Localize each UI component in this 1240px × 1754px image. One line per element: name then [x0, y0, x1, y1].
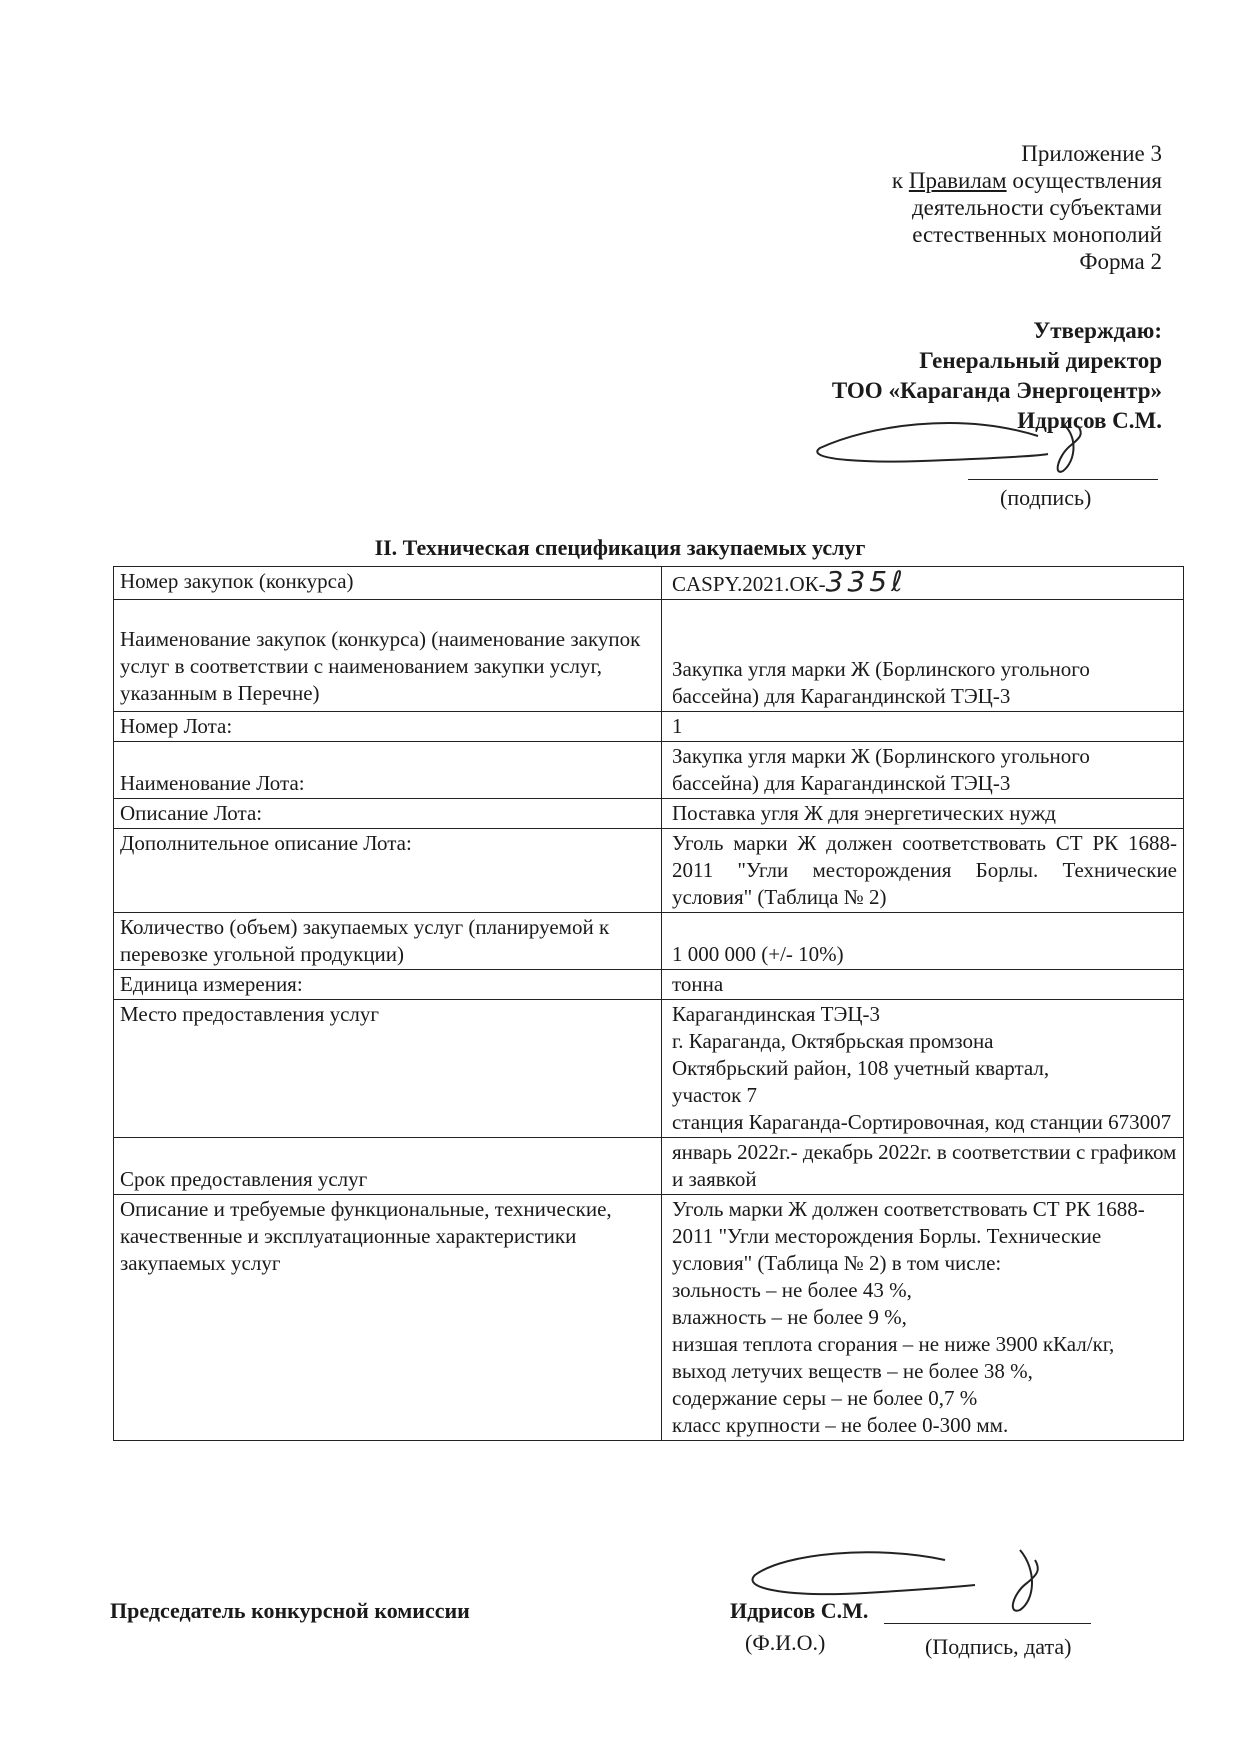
characteristic-line: выход летучих веществ – не более 38 %,	[672, 1359, 1033, 1383]
handwritten-flourish: ℓ	[891, 565, 907, 598]
characteristic-line: содержание серы – не более 0,7 %	[672, 1386, 978, 1410]
table-row	[114, 600, 1184, 712]
characteristics-value	[662, 1195, 1184, 1441]
approval-line: Идрисов С.М.	[1017, 408, 1162, 433]
lot-name-value: Закупка угля марки Ж (Борлинского угольного бассейна) для Карагандинской ТЭЦ-3	[662, 742, 1184, 799]
place-line: участок 7	[672, 1083, 758, 1107]
place-value	[662, 1000, 1184, 1138]
lot-extra-label: Дополнительное описание Лота:	[114, 829, 662, 913]
procurement-name-label: Наименование закупок (конкурса) (наименование закупок услуг в соответствии с наименованием закупки услуг, указанным в Перечне)	[114, 600, 662, 712]
table-row	[114, 970, 1184, 1000]
lot-number-label: Номер Лота:	[114, 712, 662, 742]
appendix-line: деятельности субъектами	[911, 195, 1162, 220]
unit-value: тонна	[662, 970, 1184, 1000]
spec-table	[113, 566, 1184, 1441]
table-row	[114, 913, 1184, 970]
unit-label: Единица измерения:	[114, 970, 662, 1000]
place-line: станция Караганда-Сортировочная, код станции 673007	[672, 1110, 1172, 1134]
lot-number-value: 1	[662, 712, 1184, 742]
characteristic-line: зольность – не более 43 %,	[672, 1278, 912, 1302]
characteristic-line: низшая теплота сгорания – не ниже 3900 кКал/кг,	[672, 1332, 1115, 1356]
appendix-line	[892, 167, 1162, 194]
procurement-name-value: Закупка угля марки Ж (Борлинского угольного бассейна) для Карагандинской ТЭЦ-3	[662, 600, 1184, 712]
characteristics-label: Описание и требуемые функциональные, технические, качественные и эксплуатационные характеристики закупаемых услуг	[114, 1195, 662, 1441]
term-label: Срок предоставления услуг	[114, 1138, 662, 1195]
appendix-line: Приложение 3	[1021, 141, 1162, 166]
characteristics-intro: Уголь марки Ж должен соответствовать СТ РК 1688-2011 "Угли месторождения Борлы. Технические условия" (Таблица № 2) в том числе:	[672, 1197, 1145, 1275]
lot-extra-value: Уголь марки Ж должен соответствовать СТ РК 1688-2011 "Угли месторождения Борлы. Технические условия" (Таблица № 2)	[662, 829, 1184, 913]
characteristic-line: влажность – не более 9 %,	[672, 1305, 907, 1329]
characteristic-line: класс крупности – не более 0-300 мм.	[672, 1413, 1009, 1437]
approval-line: Утверждаю:	[1033, 318, 1162, 343]
chair-signature-line	[884, 1623, 1091, 1624]
chair-label: Председатель конкурсной комиссии	[110, 1598, 470, 1623]
spec-title: II. Техническая спецификация закупаемых услуг	[374, 535, 866, 560]
chair-name: Идрисов С.М.	[730, 1598, 869, 1623]
procurement-number-text: CASPY.2021.ОК-	[672, 572, 826, 596]
appendix-rules-word: Правилам	[908, 168, 1007, 193]
table-row	[114, 829, 1184, 913]
place-line: Карагандинская ТЭЦ-3	[672, 1002, 880, 1026]
appendix-block	[892, 140, 1162, 275]
signature-date-caption: (Подпись, дата)	[925, 1634, 1072, 1659]
fio-caption: (Ф.И.О.)	[745, 1630, 826, 1655]
quantity-label: Количество (объем) закупаемых услуг (планируемой к перевозке угольной продукции)	[114, 913, 662, 970]
table-row	[114, 742, 1184, 799]
signature-line	[968, 479, 1158, 480]
handwritten-number: 335	[825, 565, 892, 598]
appendix-line: естественных монополий	[912, 222, 1162, 247]
table-row	[114, 1138, 1184, 1195]
signature-caption: (подпись)	[1000, 485, 1092, 510]
place-label: Место предоставления услуг	[114, 1000, 662, 1138]
appendix-line-prefix: к	[891, 168, 909, 193]
table-row	[114, 1000, 1184, 1138]
lot-description-value: Поставка угля Ж для энергетических нужд	[662, 799, 1184, 829]
procurement-number-label: Номер закупок (конкурса)	[114, 567, 662, 600]
lot-name-label: Наименование Лота:	[114, 742, 662, 799]
quantity-value: 1 000 000 (+/- 10%)	[662, 913, 1184, 970]
table-row	[114, 799, 1184, 829]
place-line: Октябрьский район, 108 учетный квартал,	[672, 1056, 1050, 1080]
appendix-line: Форма 2	[1079, 249, 1162, 274]
table-row	[114, 1195, 1184, 1441]
handwritten-signature	[808, 416, 1108, 476]
place-line: г. Караганда, Октябрьская промзона	[672, 1029, 994, 1053]
approval-line: Генеральный директор	[919, 348, 1162, 373]
appendix-line-suffix: осуществления	[1006, 168, 1162, 193]
procurement-number-value	[662, 567, 1184, 600]
approval-line: ТОО «Караганда Энергоцентр»	[831, 378, 1162, 403]
table-row	[114, 712, 1184, 742]
table-row	[114, 567, 1184, 600]
lot-description-label: Описание Лота:	[114, 799, 662, 829]
term-value: январь 2022г.- декабрь 2022г. в соответствии с графиком и заявкой	[662, 1138, 1184, 1195]
